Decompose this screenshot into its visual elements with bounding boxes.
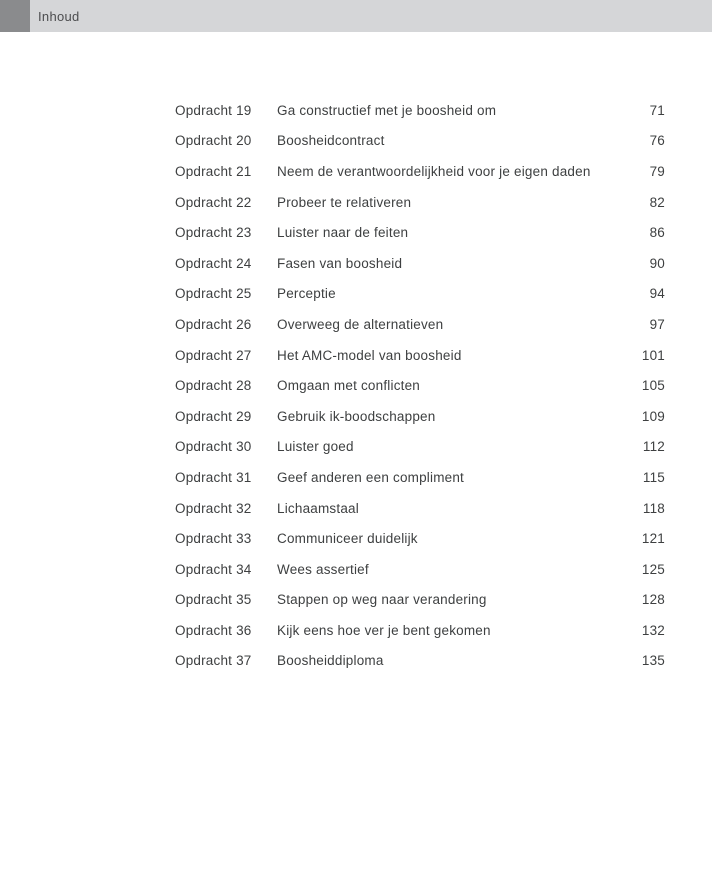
toc-entry-title: Geef anderen een compliment (277, 469, 465, 485)
toc-entry-title: Gebruik ik-boodschappen (277, 408, 436, 424)
toc-entry-title: Luister goed (277, 439, 354, 455)
toc-entry-title: Fasen van boosheid (277, 255, 403, 271)
toc-entry-label: Opdracht 22 (175, 194, 252, 210)
toc-row (175, 340, 665, 371)
toc-entry-page: 112 (642, 439, 665, 455)
toc-entry-page: 82 (649, 194, 665, 210)
toc-entry-label: Opdracht 27 (175, 347, 252, 363)
toc-entry-label: Opdracht 34 (175, 561, 252, 577)
toc-entry-title: Probeer te relativeren (277, 194, 412, 210)
toc-entry-page: 125 (641, 561, 665, 577)
header-bar (0, 0, 712, 32)
toc-entry-page: 71 (649, 102, 665, 118)
toc-row (175, 523, 665, 554)
toc-entry-page: 94 (649, 286, 665, 302)
toc-entry-label: Opdracht 30 (175, 439, 252, 455)
toc-row (175, 554, 665, 585)
toc-row (175, 248, 665, 279)
toc-entry-page: 86 (649, 225, 665, 241)
toc-row (175, 370, 665, 401)
toc-entry-page: 128 (641, 592, 665, 608)
toc-entry-label: Opdracht 37 (175, 653, 252, 669)
toc-entry-page: 79 (649, 163, 665, 179)
toc-entry-label: Opdracht 31 (175, 469, 252, 485)
toc-entry-label: Opdracht 28 (175, 378, 252, 394)
toc-entry-label: Opdracht 32 (175, 500, 252, 516)
toc-row (175, 156, 665, 187)
toc-entry-label: Opdracht 24 (175, 255, 252, 271)
toc-list (175, 95, 665, 676)
toc-entry-title: Neem de verantwoordelijkheid voor je eigen daden (277, 163, 591, 179)
toc-row (175, 217, 665, 248)
toc-entry-page: 115 (642, 469, 665, 485)
toc-row (175, 493, 665, 524)
header-strip (30, 0, 712, 32)
toc-entry-label: Opdracht 25 (175, 286, 252, 302)
toc-row (175, 279, 665, 310)
toc-row (175, 646, 665, 677)
toc-entry-title: Lichaamstaal (277, 500, 359, 516)
toc-row (175, 126, 665, 157)
toc-entry-title: Boosheidcontract (277, 133, 385, 149)
toc-entry-label: Opdracht 33 (175, 531, 252, 547)
toc-entry-title: Stappen op weg naar verandering (277, 592, 487, 608)
toc-entry-page: 105 (641, 378, 665, 394)
toc-entry-label: Opdracht 21 (175, 163, 252, 179)
toc-entry-title: Overweeg de alternatieven (277, 316, 444, 332)
toc-entry-page: 76 (649, 133, 665, 149)
toc-row (175, 585, 665, 616)
toc-entry-title: Kijk eens hoe ver je bent gekomen (277, 622, 491, 638)
toc-entry-page: 101 (641, 347, 665, 363)
toc-entry-label: Opdracht 29 (175, 408, 252, 424)
toc-entry-label: Opdracht 20 (175, 133, 252, 149)
toc-entry-page: 132 (641, 622, 665, 638)
toc-entry-page: 135 (641, 653, 665, 669)
toc-entry-title: Ga constructief met je boosheid om (277, 102, 497, 118)
toc-row (175, 95, 665, 126)
toc-entry-title: Luister naar de feiten (277, 225, 409, 241)
toc-row (175, 432, 665, 463)
toc-entry-page: 121 (641, 531, 665, 547)
toc-content (0, 32, 712, 676)
toc-entry-title: Perceptie (277, 286, 336, 302)
toc-row (175, 462, 665, 493)
toc-entry-title: Wees assertief (277, 561, 369, 577)
toc-row (175, 309, 665, 340)
toc-entry-label: Opdracht 23 (175, 225, 252, 241)
toc-entry-title: Communiceer duidelijk (277, 531, 418, 547)
toc-row (175, 187, 665, 218)
toc-entry-title: Boosheiddiploma (277, 653, 384, 669)
toc-entry-label: Opdracht 19 (175, 102, 252, 118)
toc-entry-label: Opdracht 35 (175, 592, 252, 608)
toc-entry-page: 90 (649, 255, 665, 271)
header-title: Inhoud (38, 8, 80, 24)
toc-row (175, 615, 665, 646)
toc-entry-page: 97 (649, 316, 665, 332)
toc-entry-label: Opdracht 36 (175, 622, 252, 638)
header-corner-block (0, 0, 30, 32)
toc-row (175, 401, 665, 432)
toc-entry-page: 118 (642, 500, 665, 516)
toc-entry-title: Het AMC-model van boosheid (277, 347, 462, 363)
toc-entry-page: 109 (641, 408, 665, 424)
toc-entry-title: Omgaan met conflicten (277, 378, 421, 394)
toc-entry-label: Opdracht 26 (175, 316, 252, 332)
